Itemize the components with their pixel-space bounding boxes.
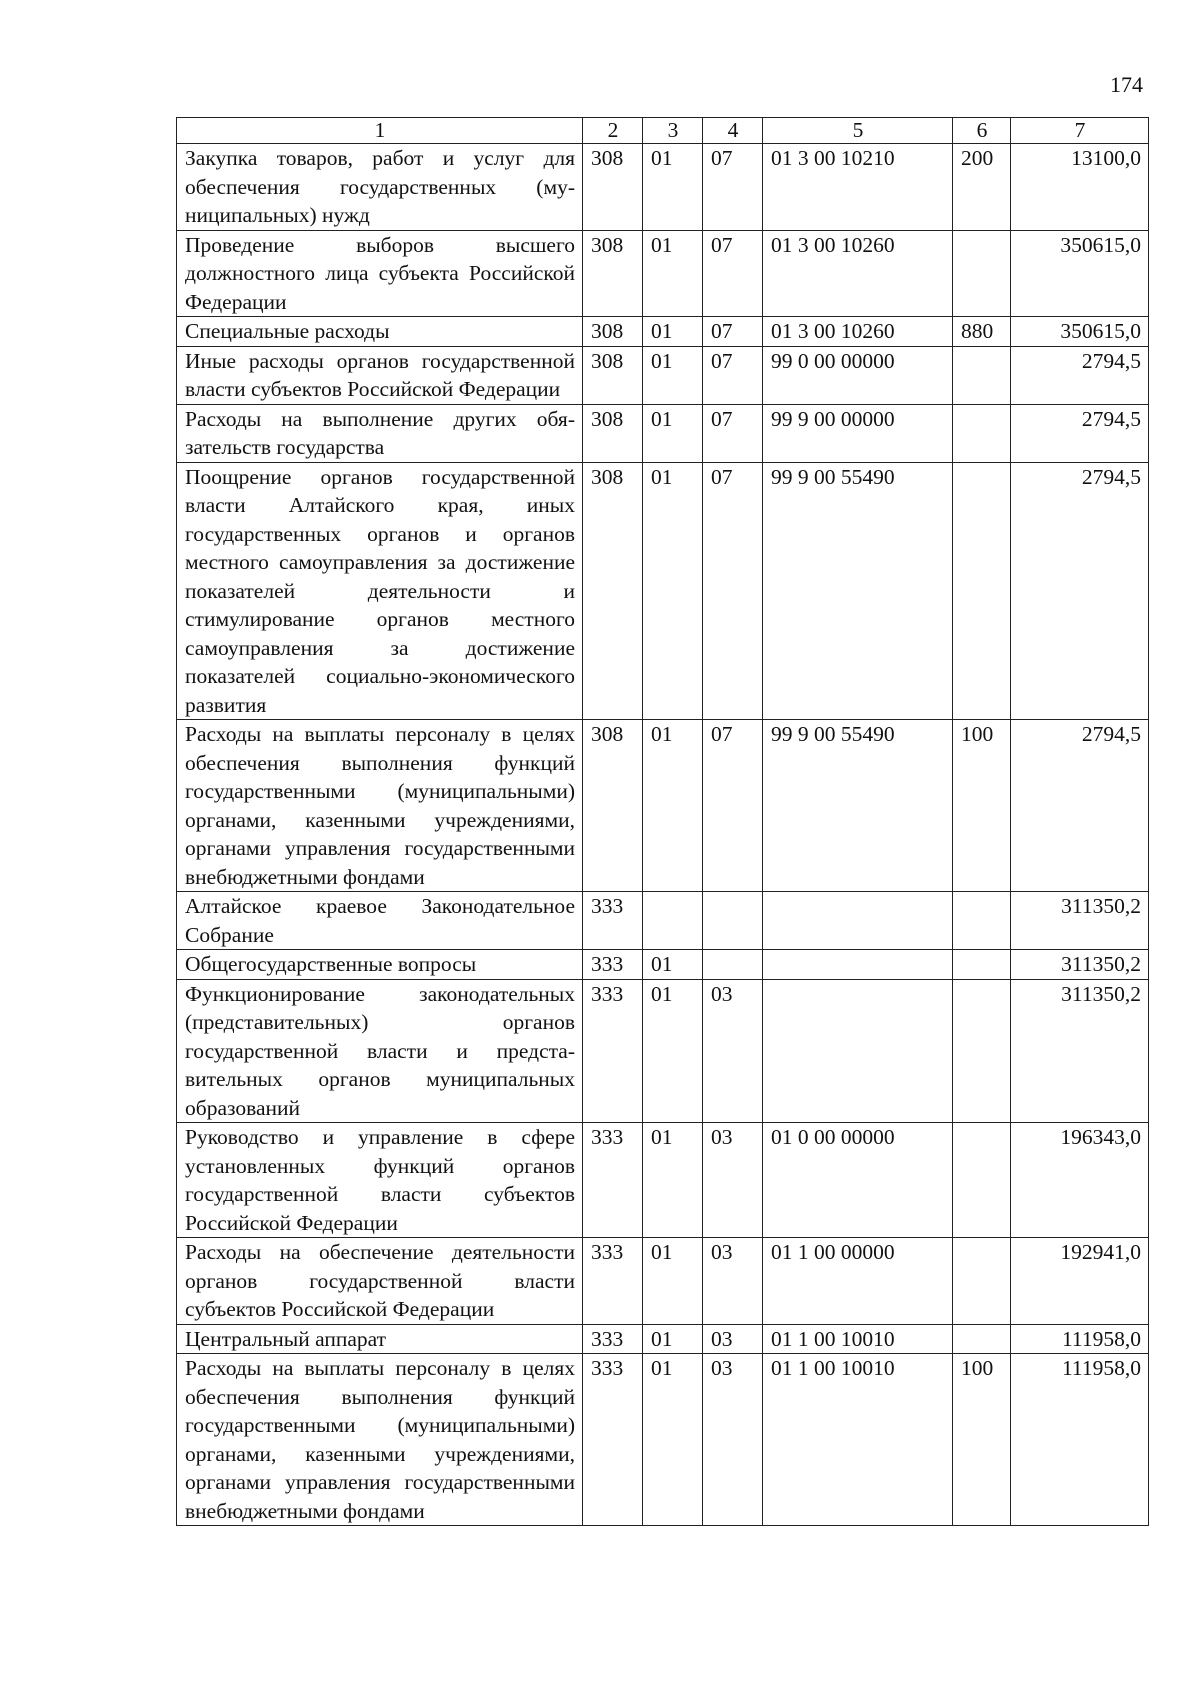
cell-target-article: 01 1 00 00000 <box>763 1238 953 1325</box>
cell-name: Руководство и управление в сфере установленных функций органов государственной власти субъектов Российской Федерации <box>177 1123 583 1238</box>
cell-admin-code: 333 <box>583 950 643 980</box>
table-row <box>177 720 1149 892</box>
cell-amount: 111958,0 <box>1011 1354 1149 1526</box>
column-header-6: 6 <box>953 118 1011 144</box>
cell-admin-code: 308 <box>583 144 643 231</box>
cell-expense-type <box>953 346 1011 404</box>
cell-admin-code: 333 <box>583 1324 643 1354</box>
cell-admin-code: 333 <box>583 1238 643 1325</box>
cell-section: 01 <box>643 1324 703 1354</box>
cell-subsection: 07 <box>703 404 763 462</box>
cell-subsection: 03 <box>703 1354 763 1526</box>
cell-amount: 311350,2 <box>1011 950 1149 980</box>
column-header-5: 5 <box>763 118 953 144</box>
cell-expense-type <box>953 462 1011 720</box>
cell-name: Общегосударственные вопросы <box>177 950 583 980</box>
cell-amount: 111958,0 <box>1011 1324 1149 1354</box>
cell-expense-type: 100 <box>953 720 1011 892</box>
cell-expense-type: 200 <box>953 144 1011 231</box>
cell-amount: 13100,0 <box>1011 144 1149 231</box>
cell-subsection: 07 <box>703 346 763 404</box>
cell-subsection: 03 <box>703 1238 763 1325</box>
cell-target-article: 99 9 00 55490 <box>763 462 953 720</box>
table-row <box>177 1324 1149 1354</box>
cell-name: Расходы на выполнение других обязательств государства <box>177 404 583 462</box>
cell-section: 01 <box>643 720 703 892</box>
cell-target-article: 99 9 00 55490 <box>763 720 953 892</box>
table-row <box>177 404 1149 462</box>
budget-table <box>176 117 1149 1526</box>
cell-target-article: 01 3 00 10210 <box>763 144 953 231</box>
column-header-2: 2 <box>583 118 643 144</box>
cell-name: Закупка товаров, работ и услуг для обеспечения государственных (муниципальных) нужд <box>177 144 583 231</box>
cell-subsection: 03 <box>703 979 763 1123</box>
cell-amount: 2794,5 <box>1011 346 1149 404</box>
cell-name: Специальные расходы <box>177 317 583 347</box>
cell-target-article: 01 1 00 10010 <box>763 1324 953 1354</box>
cell-expense-type <box>953 1123 1011 1238</box>
table-row <box>177 346 1149 404</box>
cell-subsection: 07 <box>703 462 763 720</box>
cell-amount: 2794,5 <box>1011 720 1149 892</box>
cell-admin-code: 308 <box>583 720 643 892</box>
cell-name: Расходы на выплаты персоналу в целях обеспечения выполнения функций государственными (муниципальными) органами, казенными учреждениями, органами управления государственными внебюджетными фондами <box>177 720 583 892</box>
cell-target-article <box>763 979 953 1123</box>
cell-name: Функционирование законодательных (представительных) органов государственной власти и представительных органов муниципальных образований <box>177 979 583 1123</box>
table-row <box>177 230 1149 317</box>
cell-amount: 196343,0 <box>1011 1123 1149 1238</box>
cell-admin-code: 333 <box>583 1123 643 1238</box>
column-header-1: 1 <box>177 118 583 144</box>
cell-target-article: 01 3 00 10260 <box>763 317 953 347</box>
cell-amount: 350615,0 <box>1011 317 1149 347</box>
cell-admin-code: 333 <box>583 1354 643 1526</box>
cell-subsection: 07 <box>703 230 763 317</box>
cell-amount: 2794,5 <box>1011 404 1149 462</box>
cell-subsection: 07 <box>703 317 763 347</box>
cell-expense-type <box>953 404 1011 462</box>
cell-admin-code: 308 <box>583 346 643 404</box>
cell-target-article <box>763 892 953 950</box>
header-row <box>177 118 1149 144</box>
cell-subsection <box>703 950 763 980</box>
column-header-3: 3 <box>643 118 703 144</box>
cell-expense-type <box>953 892 1011 950</box>
cell-amount: 350615,0 <box>1011 230 1149 317</box>
cell-admin-code: 308 <box>583 230 643 317</box>
cell-amount: 311350,2 <box>1011 979 1149 1123</box>
page-number: 174 <box>1110 72 1143 97</box>
table-row <box>177 1354 1149 1526</box>
cell-admin-code: 308 <box>583 317 643 347</box>
cell-subsection <box>703 892 763 950</box>
cell-name: Алтайское краевое Законодательное Собрание <box>177 892 583 950</box>
cell-expense-type <box>953 950 1011 980</box>
cell-amount: 192941,0 <box>1011 1238 1149 1325</box>
table-row <box>177 317 1149 347</box>
cell-section <box>643 892 703 950</box>
cell-name: Иные расходы органов государственной власти субъектов Российской Федерации <box>177 346 583 404</box>
cell-name: Проведение выборов высшего должностного лица субъекта Российской Федерации <box>177 230 583 317</box>
table-row <box>177 950 1149 980</box>
cell-expense-type <box>953 979 1011 1123</box>
cell-target-article: 99 0 00 00000 <box>763 346 953 404</box>
cell-name: Центральный аппарат <box>177 1324 583 1354</box>
cell-target-article <box>763 950 953 980</box>
cell-section: 01 <box>643 317 703 347</box>
cell-subsection: 03 <box>703 1123 763 1238</box>
cell-target-article: 01 0 00 00000 <box>763 1123 953 1238</box>
cell-admin-code: 308 <box>583 404 643 462</box>
cell-section: 01 <box>643 404 703 462</box>
cell-section: 01 <box>643 950 703 980</box>
cell-subsection: 03 <box>703 1324 763 1354</box>
cell-admin-code: 333 <box>583 979 643 1123</box>
cell-target-article: 01 1 00 10010 <box>763 1354 953 1526</box>
column-header-7: 7 <box>1011 118 1149 144</box>
cell-section: 01 <box>643 230 703 317</box>
table-row <box>177 892 1149 950</box>
table-row <box>177 1123 1149 1238</box>
cell-target-article: 01 3 00 10260 <box>763 230 953 317</box>
cell-target-article: 99 9 00 00000 <box>763 404 953 462</box>
table-row <box>177 462 1149 720</box>
cell-subsection: 07 <box>703 144 763 231</box>
table-row <box>177 144 1149 231</box>
cell-section: 01 <box>643 1238 703 1325</box>
cell-expense-type <box>953 1324 1011 1354</box>
cell-amount: 311350,2 <box>1011 892 1149 950</box>
table-row <box>177 1238 1149 1325</box>
cell-expense-type <box>953 1238 1011 1325</box>
cell-expense-type <box>953 230 1011 317</box>
cell-name: Расходы на выплаты персоналу в целях обеспечения выполнения функций государственными (муниципальными) органами, казенными учреждениями, органами управления государственными внебюджетными фондами <box>177 1354 583 1526</box>
table-body <box>177 144 1149 1526</box>
cell-expense-type: 880 <box>953 317 1011 347</box>
cell-name: Расходы на обеспечение деятельности органов государственной власти субъектов Российской Федерации <box>177 1238 583 1325</box>
cell-expense-type: 100 <box>953 1354 1011 1526</box>
cell-section: 01 <box>643 1354 703 1526</box>
cell-admin-code: 308 <box>583 462 643 720</box>
cell-section: 01 <box>643 346 703 404</box>
cell-section: 01 <box>643 979 703 1123</box>
cell-admin-code: 333 <box>583 892 643 950</box>
cell-section: 01 <box>643 1123 703 1238</box>
cell-name: Поощрение органов государственной власти Алтайского края, иных государственных органов и органов местного самоуправления за достижение показателей деятельности и стимулирование органов местного самоуправления за достижение показателей социально-экономического развития <box>177 462 583 720</box>
cell-subsection: 07 <box>703 720 763 892</box>
table-row <box>177 979 1149 1123</box>
column-header-4: 4 <box>703 118 763 144</box>
cell-section: 01 <box>643 462 703 720</box>
cell-amount: 2794,5 <box>1011 462 1149 720</box>
cell-section: 01 <box>643 144 703 231</box>
